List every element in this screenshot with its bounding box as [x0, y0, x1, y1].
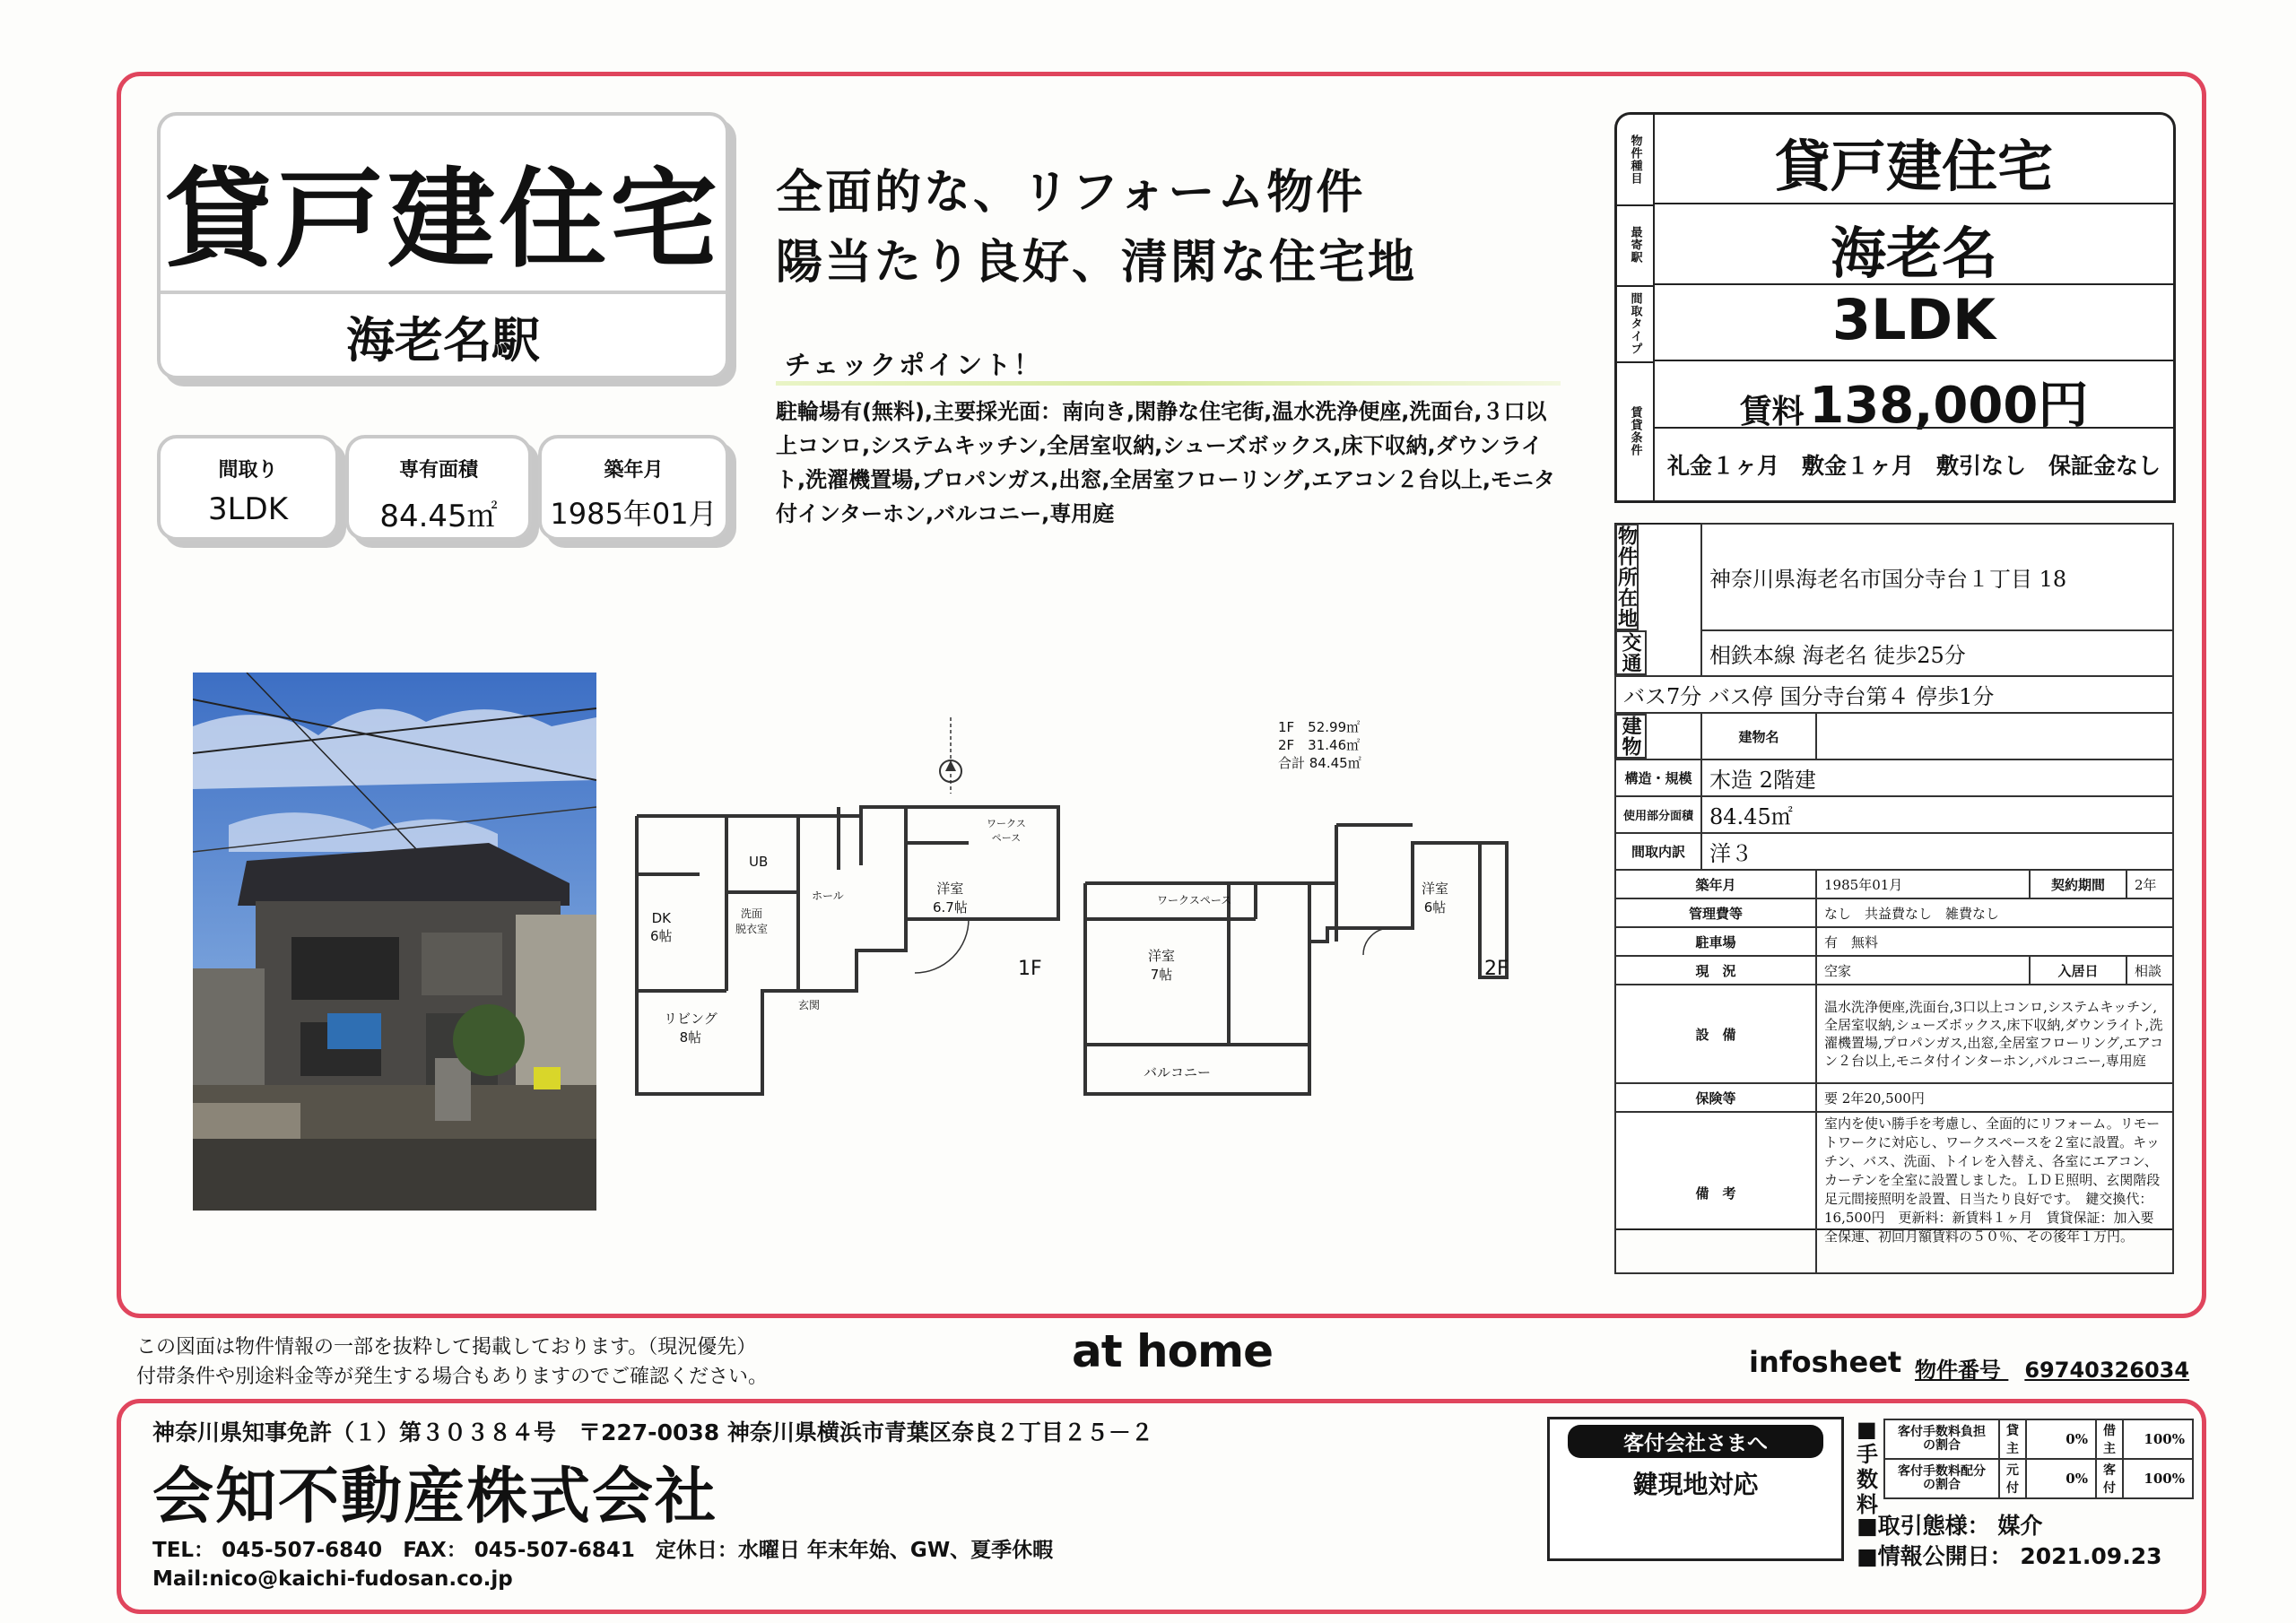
room-ub: UB — [749, 854, 769, 870]
exterior-photo — [193, 673, 596, 1211]
mail-line: Mail:nico@kaichi-fudosan.co.jp — [152, 1567, 513, 1591]
fee-row1-a-label: 貸主 — [1999, 1419, 2026, 1459]
contact-line: TEL： 045-507-6840 FAX： 045-507-6841 定休日：水曜日 年末年始、GW、夏季休暇 — [152, 1539, 1054, 1562]
label-insurance: 保険等 — [1615, 1083, 1816, 1112]
floor-area-2f: 2F 31.46㎡ — [1278, 737, 1361, 753]
license-line: 神奈川県知事免許（１）第３０３８４号 〒227-0038 神奈川県横浜市青葉区奈良２丁目２５－２ — [152, 1419, 1153, 1445]
notice-line-1: この図面は物件情報の一部を抜粋して掲載しております。（現況優先） — [136, 1336, 757, 1358]
room-2f-workspace: ワークスペース — [1157, 894, 1232, 907]
fee-row2-a: 0% — [2026, 1459, 2096, 1498]
spec-label: 間取り — [218, 459, 278, 482]
remarks-value: 室内を使い勝手を考慮し、全面的にリフォーム。リモートワークに対応し、ワークスペースを２室に設置。キッチン、バス、洗面、トイレを入替え、各室にエアコン、カーテンを全室に設置しました。ＬＤＥ照明、玄関階段足元間接照明を設置、日当たり良好です。 鍵交換代：16,500円 更新料：新賃料１ヶ月 賃貸保証：加入要 全保連、初回月額賃料の５０％、その後年１万円。 — [1816, 1112, 2173, 1273]
compass-icon — [940, 717, 961, 794]
summary-panel — [1614, 112, 2176, 503]
details-table — [1614, 523, 2174, 1274]
agent-note: 鍵現地対応 — [1632, 1470, 1759, 1499]
label-status: 現 況 — [1615, 956, 1816, 985]
summary-label-terms: 賃貸条件 — [1617, 361, 1655, 500]
fee-row2-b: 100% — [2123, 1459, 2193, 1498]
room-living: リビング 8帖 — [664, 1011, 718, 1046]
summary-type: 貸戸建住宅 — [1774, 134, 2053, 199]
label-building: 建物 — [1615, 714, 1647, 759]
infosheet-label: infosheet — [1749, 1345, 1902, 1379]
fee-row2-label: 客付手数料配分の割合 — [1884, 1459, 1999, 1498]
title-card — [157, 112, 729, 379]
rent-conditions: 礼金１ヶ月 敷金１ヶ月 敷引なし 保証金なし — [1666, 453, 2161, 479]
room-2f-western-7: 洋室 7帖 — [1148, 948, 1176, 983]
spec-value: 84.45㎡ — [379, 499, 498, 534]
floor-label-1f: 1F — [1018, 958, 1042, 980]
label-structure: 構造・規模 — [1615, 759, 1701, 796]
fee-row1-b-label: 借主 — [2096, 1419, 2123, 1459]
property-id: 69740326034 — [2024, 1358, 2190, 1383]
published-date: ■情報公開日： 2021.09.23 — [1857, 1543, 2162, 1569]
checkpoint-title: チェックポイント！ — [785, 350, 1043, 380]
built-value: 1985年01月 — [1816, 870, 2030, 898]
agent-box — [1547, 1417, 1844, 1561]
rooms-value: 洋３ — [1701, 833, 2173, 870]
summary-label-station: 最寄駅 — [1617, 204, 1655, 287]
spec-value: 1985年01月 — [550, 497, 718, 531]
property-type-title: 貸戸建住宅 — [165, 156, 721, 282]
label-movein: 入居日 — [2030, 956, 2126, 985]
floor-area-total: 合計 84.45㎡ — [1278, 755, 1361, 771]
spec-label: 専有面積 — [398, 459, 478, 482]
fee-row2-b-label: 客付 — [2096, 1459, 2123, 1498]
spec-card-layout — [157, 435, 339, 541]
label-area: 使用部分面積 — [1615, 796, 1701, 833]
catch-line-1: 全面的な、リフォーム物件 — [776, 166, 1366, 220]
building-name — [1816, 713, 2173, 759]
label-rooms: 間取内訳 — [1615, 833, 1701, 870]
label-parking: 駐車場 — [1615, 927, 1816, 956]
label-contract: 契約期間 — [2030, 870, 2126, 898]
property-id-label: 物件番号 — [1915, 1358, 2001, 1383]
movein-value: 相談 — [2126, 956, 2173, 985]
room-hall: ホール — [812, 890, 844, 902]
insurance-value: 要 2年20,500円 — [1816, 1083, 2173, 1112]
room-1f-western: 洋室 6.7帖 — [933, 881, 968, 916]
summary-layout: 3LDK — [1831, 287, 1996, 352]
spec-value: 3LDK — [207, 491, 289, 527]
checkpoint-underline — [776, 381, 1561, 386]
label-name: 建物名 — [1701, 713, 1816, 759]
label-equipment: 設 備 — [1615, 985, 1816, 1083]
summary-label-type: 物件種目 — [1617, 115, 1655, 206]
label-remarks: 備 考 — [1615, 1112, 1816, 1273]
label-fee: 管理費等 — [1615, 898, 1816, 927]
spec-label: 築年月 — [604, 459, 664, 482]
structure-value: 木造 2階建 — [1701, 759, 2173, 796]
fee-value: なし 共益費なし 雑費なし — [1816, 898, 2173, 927]
summary-label-layout: 間取タイプ — [1617, 285, 1655, 363]
label-built: 築年月 — [1615, 870, 1816, 898]
notice-line-2: 付帯条件や別途料金等が発生する場合もありますのでご確認ください。 — [136, 1366, 769, 1388]
fee-row2-a-label: 元付 — [1999, 1459, 2026, 1498]
floor-area-1f: 1F 52.99㎡ — [1278, 719, 1361, 735]
fee-row1-a: 0% — [2026, 1419, 2096, 1459]
spec-card-built — [538, 435, 729, 541]
floor-plan — [610, 717, 1578, 1112]
checkpoint-text: 駐輪場有(無料),主要採光面：南向き,閑静な住宅街,温水洗浄便座,洗面台,３口以上コンロ,システムキッチン,全居室収納,シューズボックス,床下収納,ダウンライト,洗濯機置場,プロパンガス,出窓,全居室フローリング,エアコン２台以上,モニタ付インターホン,バルコニー,専用庭 — [776, 399, 1556, 526]
access-line-1: 相鉄本線 海老名 徒歩25分 — [1701, 630, 2173, 676]
address-value: 神奈川県海老名市国分寺台１丁目 18 — [1701, 524, 2173, 630]
area-value: 84.45㎡ — [1701, 796, 2173, 833]
fee-table — [1883, 1419, 2194, 1499]
fee-row1-b: 100% — [2123, 1419, 2193, 1459]
fee-row1-label: 客付手数料負担の割合 — [1884, 1419, 1999, 1459]
floor-label-2f: 2F — [1484, 958, 1509, 980]
room-workspace-1f: ワークス ペース — [987, 818, 1026, 844]
room-2f-western-6: 洋室 6帖 — [1422, 881, 1449, 916]
status-value: 空家 — [1816, 956, 2030, 985]
fee-title: ■手数料 — [1857, 1417, 1878, 1517]
company-name: 会知不動産株式会社 — [152, 1461, 718, 1532]
room-entrance: 玄関 — [798, 999, 821, 1011]
room-washroom: 洗面 脱衣室 — [735, 907, 769, 935]
summary-station: 海老名 — [1830, 221, 1997, 286]
label-access: 交通 — [1615, 630, 1647, 675]
spec-card-area — [345, 435, 532, 541]
rent-label: 賃料 — [1739, 394, 1805, 430]
deal-type: ■取引態様： 媒介 — [1857, 1513, 2043, 1539]
room-dk: DK 6帖 — [650, 910, 673, 944]
station-name: 海老名駅 — [346, 312, 540, 369]
parking-value: 有 無料 — [1816, 927, 2173, 956]
room-balcony: バルコニー — [1144, 1064, 1212, 1081]
equipment-value: 温水洗浄便座,洗面台,3口以上コンロ,システムキッチン,全居室収納,シューズボックス,床下収納,ダウンライト,洗濯機置場,プロパンガス,出窓,全居室フローリング,エアコン２台以上,モニタ付インターホン,バルコニー,専用庭 — [1816, 985, 2173, 1083]
label-address: 物件所在地 — [1614, 525, 1639, 629]
agent-header: 客付会社さまへ — [1568, 1425, 1823, 1458]
athome-logo: at home — [1072, 1325, 1274, 1377]
access-line-2: バス7分 バス停 国分寺台第４ 停歩1分 — [1615, 676, 2173, 713]
contract-value: 2年 — [2126, 870, 2173, 898]
details-panel — [1614, 523, 2174, 1245]
rent-value: 138,000円 — [1809, 377, 2089, 435]
catch-line-2: 陽当たり良好、清閑な住宅地 — [776, 236, 1418, 290]
